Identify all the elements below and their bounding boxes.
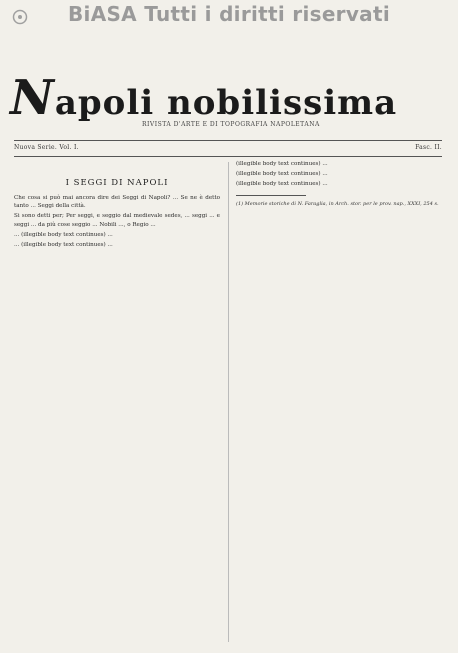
masthead — [10, 70, 450, 128]
watermark-text: BiASA Tutti i diritti riservati — [68, 2, 390, 26]
column-divider — [228, 162, 229, 642]
article-paragraph: (illegible body text continues) ... — [236, 171, 328, 178]
article-paragraph: (illegible body text continues) ... — [236, 161, 328, 167]
issue-meta — [14, 144, 442, 154]
journal-title-cap: N — [10, 70, 55, 126]
biasa-logo-icon — [12, 6, 28, 30]
right-column — [236, 160, 442, 213]
article-paragraph: Si sono detti per; Per seggi, e seggio dal medievale sedes, ... seggi ... e seggi ... da più cose seggio ... Nobili ..., o Regio ... — [14, 213, 220, 228]
article-paragraph: (illegible body text continues) ... — [236, 181, 328, 188]
series-label: Nuova Serie. Vol. I. — [14, 144, 79, 151]
journal-title-rest: apoli nobilissima — [54, 83, 398, 123]
top-rule — [14, 140, 442, 141]
issue-label: Fasc. II. — [415, 144, 442, 151]
left-column — [14, 160, 220, 251]
article-heading: I SEGGI DI NAPOLI — [65, 178, 169, 188]
watermark-banner — [0, 0, 458, 28]
footnote-rule — [236, 195, 306, 196]
article-paragraph: Che cosa si può mai ancora dire dei Seggi di Napoli? ... Se ne è detto tanto ... Seggi della città. — [14, 195, 220, 210]
footnote: (1) Memorie storiche di N. Faraglia, in Arch. stor. per le prov. nap., XXXI, 254 s. — [236, 200, 439, 207]
journal-title — [10, 70, 397, 126]
meta-rule — [14, 156, 442, 157]
journal-subtitle: RIVISTA D'ARTE E DI TOPOGRAFIA NAPOLETANA — [142, 121, 320, 128]
article-paragraph: ... (illegible body text continues) ... — [14, 242, 113, 249]
article-paragraph: ... (illegible body text continues) ... — [14, 231, 113, 238]
